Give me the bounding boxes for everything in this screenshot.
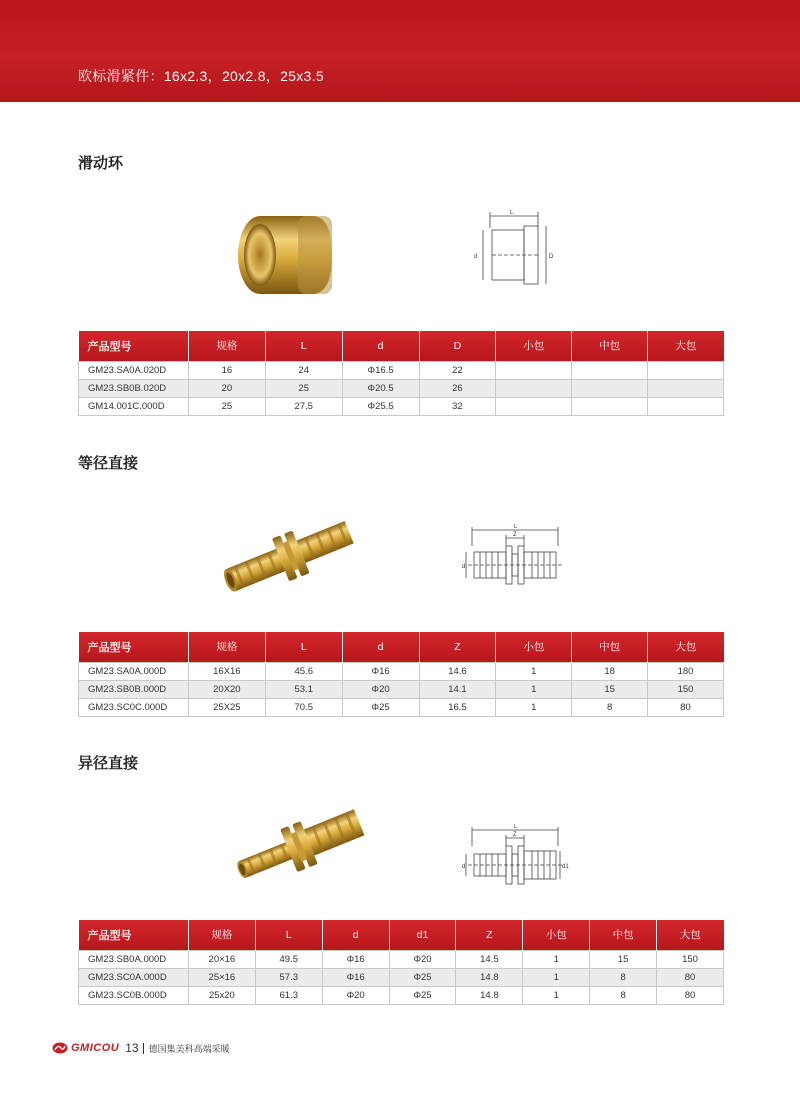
- cell: 25×16: [188, 968, 255, 986]
- cell: [648, 361, 724, 379]
- cell: 57.3: [255, 968, 322, 986]
- cell: GM23.SC0C.000D: [79, 698, 189, 716]
- cell: 14.5: [456, 950, 523, 968]
- cell: Φ16: [322, 968, 389, 986]
- col-header: L: [255, 920, 322, 950]
- equal-coupling-photo: [218, 512, 358, 602]
- table-row: [79, 986, 724, 1004]
- cell: GM23.SC0A.000D: [79, 968, 189, 986]
- cell: GM23.SB0B.000D: [79, 680, 189, 698]
- cell: 80: [657, 986, 724, 1004]
- equal-coupling-drawing: [462, 524, 572, 596]
- cell: 22: [419, 361, 496, 379]
- cell: 24: [265, 361, 342, 379]
- header-banner: [0, 0, 800, 102]
- dim-label-L: L: [514, 524, 518, 530]
- cell: 20: [188, 379, 265, 397]
- cell: Φ25: [389, 986, 456, 1004]
- cell: 1: [496, 698, 572, 716]
- dim-label-Z: Z: [513, 532, 517, 538]
- spec-table-sliding-ring: [78, 331, 724, 416]
- cell: [496, 397, 572, 415]
- cell: Φ25.5: [342, 397, 419, 415]
- spec-table-reducing-coupling: [78, 920, 724, 1005]
- cell: [648, 397, 724, 415]
- col-header: 大包: [648, 632, 724, 662]
- col-header: 中包: [572, 632, 648, 662]
- cell: GM23.SB0A.000D: [79, 950, 189, 968]
- cell: 25X25: [188, 698, 265, 716]
- col-header: d: [322, 920, 389, 950]
- col-header: 大包: [648, 331, 724, 361]
- table-row: [79, 662, 724, 680]
- col-header: 小包: [496, 632, 572, 662]
- cell: 53.1: [265, 680, 342, 698]
- cell: 26: [419, 379, 496, 397]
- col-header: L: [265, 632, 342, 662]
- col-header: 中包: [572, 331, 648, 361]
- title-specs: 16x2.3，20x2.8，25x3.5: [163, 68, 324, 84]
- dim-label-Z: Z: [513, 832, 517, 838]
- table-header-row: [79, 331, 724, 361]
- cell: 45.6: [265, 662, 342, 680]
- col-header: D: [419, 331, 496, 361]
- page-title: [78, 66, 324, 86]
- cell: 14.1: [419, 680, 496, 698]
- spec-table-equal-coupling: [78, 632, 724, 717]
- table-row: [79, 379, 724, 397]
- cell: 80: [648, 698, 724, 716]
- cell: 20×16: [188, 950, 255, 968]
- col-header: 小包: [523, 920, 590, 950]
- reducing-coupling-drawing: [462, 824, 572, 896]
- cell: 16: [188, 361, 265, 379]
- cell: 1: [496, 662, 572, 680]
- cell: 15: [590, 950, 657, 968]
- dim-label-d: d: [474, 254, 478, 260]
- cell: 14.6: [419, 662, 496, 680]
- cell: 150: [648, 680, 724, 698]
- cell: Φ20: [342, 680, 419, 698]
- section-title-sliding-ring: 滑动环: [78, 154, 124, 172]
- cell: 80: [657, 968, 724, 986]
- cell: [572, 379, 648, 397]
- title-cn: 欧标滑紧件：: [78, 69, 164, 85]
- cell: 150: [657, 950, 724, 968]
- cell: 1: [496, 680, 572, 698]
- section-title-reducing-coupling: 异径直接: [78, 754, 139, 772]
- cell: Φ16.5: [342, 361, 419, 379]
- col-header: 小包: [496, 331, 572, 361]
- cell: 49.5: [255, 950, 322, 968]
- table-row: [79, 361, 724, 379]
- col-header: 规格: [188, 632, 265, 662]
- cell: GM14.001C.000D: [79, 397, 189, 415]
- cell: [496, 379, 572, 397]
- footer-tagline: 德国集美科高端采暖: [148, 1044, 230, 1055]
- dim-label-d1: d1: [562, 864, 569, 870]
- cell: Φ16: [322, 950, 389, 968]
- table-row: [79, 950, 724, 968]
- table-row: [79, 680, 724, 698]
- cell: Φ25: [389, 968, 456, 986]
- dim-label-L: L: [510, 210, 514, 216]
- cell: 14.8: [456, 986, 523, 1004]
- cell: 1: [523, 986, 590, 1004]
- dim-label-d: d: [462, 564, 466, 570]
- cell: Φ16: [342, 662, 419, 680]
- cell: Φ25: [342, 698, 419, 716]
- brand-logo-icon: [52, 1042, 68, 1054]
- dim-label-d: d: [462, 864, 466, 870]
- cell: GM23.SB0B.020D: [79, 379, 189, 397]
- col-header: d: [342, 632, 419, 662]
- cell: 1: [523, 968, 590, 986]
- cell: Φ20: [322, 986, 389, 1004]
- cell: 1: [523, 950, 590, 968]
- cell: 61.3: [255, 986, 322, 1004]
- cell: 27.5: [265, 397, 342, 415]
- col-header: 规格: [188, 920, 255, 950]
- cell: 180: [648, 662, 724, 680]
- dim-label-D: D: [549, 254, 554, 260]
- cell: GM23.SA0A.000D: [79, 662, 189, 680]
- cell: 70.5: [265, 698, 342, 716]
- cell: 20X20: [188, 680, 265, 698]
- table-row: [79, 397, 724, 415]
- col-header: 产品型号: [79, 331, 189, 361]
- cell: 14.8: [456, 968, 523, 986]
- section-title-equal-coupling: 等径直接: [78, 454, 139, 472]
- col-header: 中包: [590, 920, 657, 950]
- cell: [572, 361, 648, 379]
- table-header-row: [79, 920, 724, 950]
- cell: 8: [590, 986, 657, 1004]
- reducing-coupling-photo: [228, 802, 368, 892]
- table-row: [79, 968, 724, 986]
- table-header-row: [79, 632, 724, 662]
- cell: 25: [188, 397, 265, 415]
- cell: 16X16: [188, 662, 265, 680]
- cell: 32: [419, 397, 496, 415]
- cell: Φ20: [389, 950, 456, 968]
- cell: 16.5: [419, 698, 496, 716]
- cell: GM23.SC0B.000D: [79, 986, 189, 1004]
- col-header: d1: [389, 920, 456, 950]
- cell: 8: [572, 698, 648, 716]
- sliding-ring-photo: [232, 208, 337, 303]
- dim-label-L: L: [514, 824, 518, 830]
- cell: 8: [590, 968, 657, 986]
- cell: Φ20.5: [342, 379, 419, 397]
- cell: 25x20: [188, 986, 255, 1004]
- cell: GM23.SA0A.020D: [79, 361, 189, 379]
- page-number: 13: [125, 1041, 139, 1055]
- col-header: d: [342, 331, 419, 361]
- table-row: [79, 698, 724, 716]
- col-header: 规格: [188, 331, 265, 361]
- col-header: Z: [419, 632, 496, 662]
- page-footer: [52, 1040, 230, 1056]
- cell: [572, 397, 648, 415]
- col-header: 大包: [657, 920, 724, 950]
- brand-logo-text: GMICOU: [71, 1042, 120, 1054]
- sliding-ring-drawing: [470, 208, 560, 288]
- col-header: 产品型号: [79, 632, 189, 662]
- col-header: Z: [456, 920, 523, 950]
- cell: [496, 361, 572, 379]
- cell: 15: [572, 680, 648, 698]
- col-header: 产品型号: [79, 920, 189, 950]
- cell: 18: [572, 662, 648, 680]
- col-header: L: [265, 331, 342, 361]
- footer-divider: [143, 1043, 144, 1054]
- cell: 25: [265, 379, 342, 397]
- cell: [648, 379, 724, 397]
